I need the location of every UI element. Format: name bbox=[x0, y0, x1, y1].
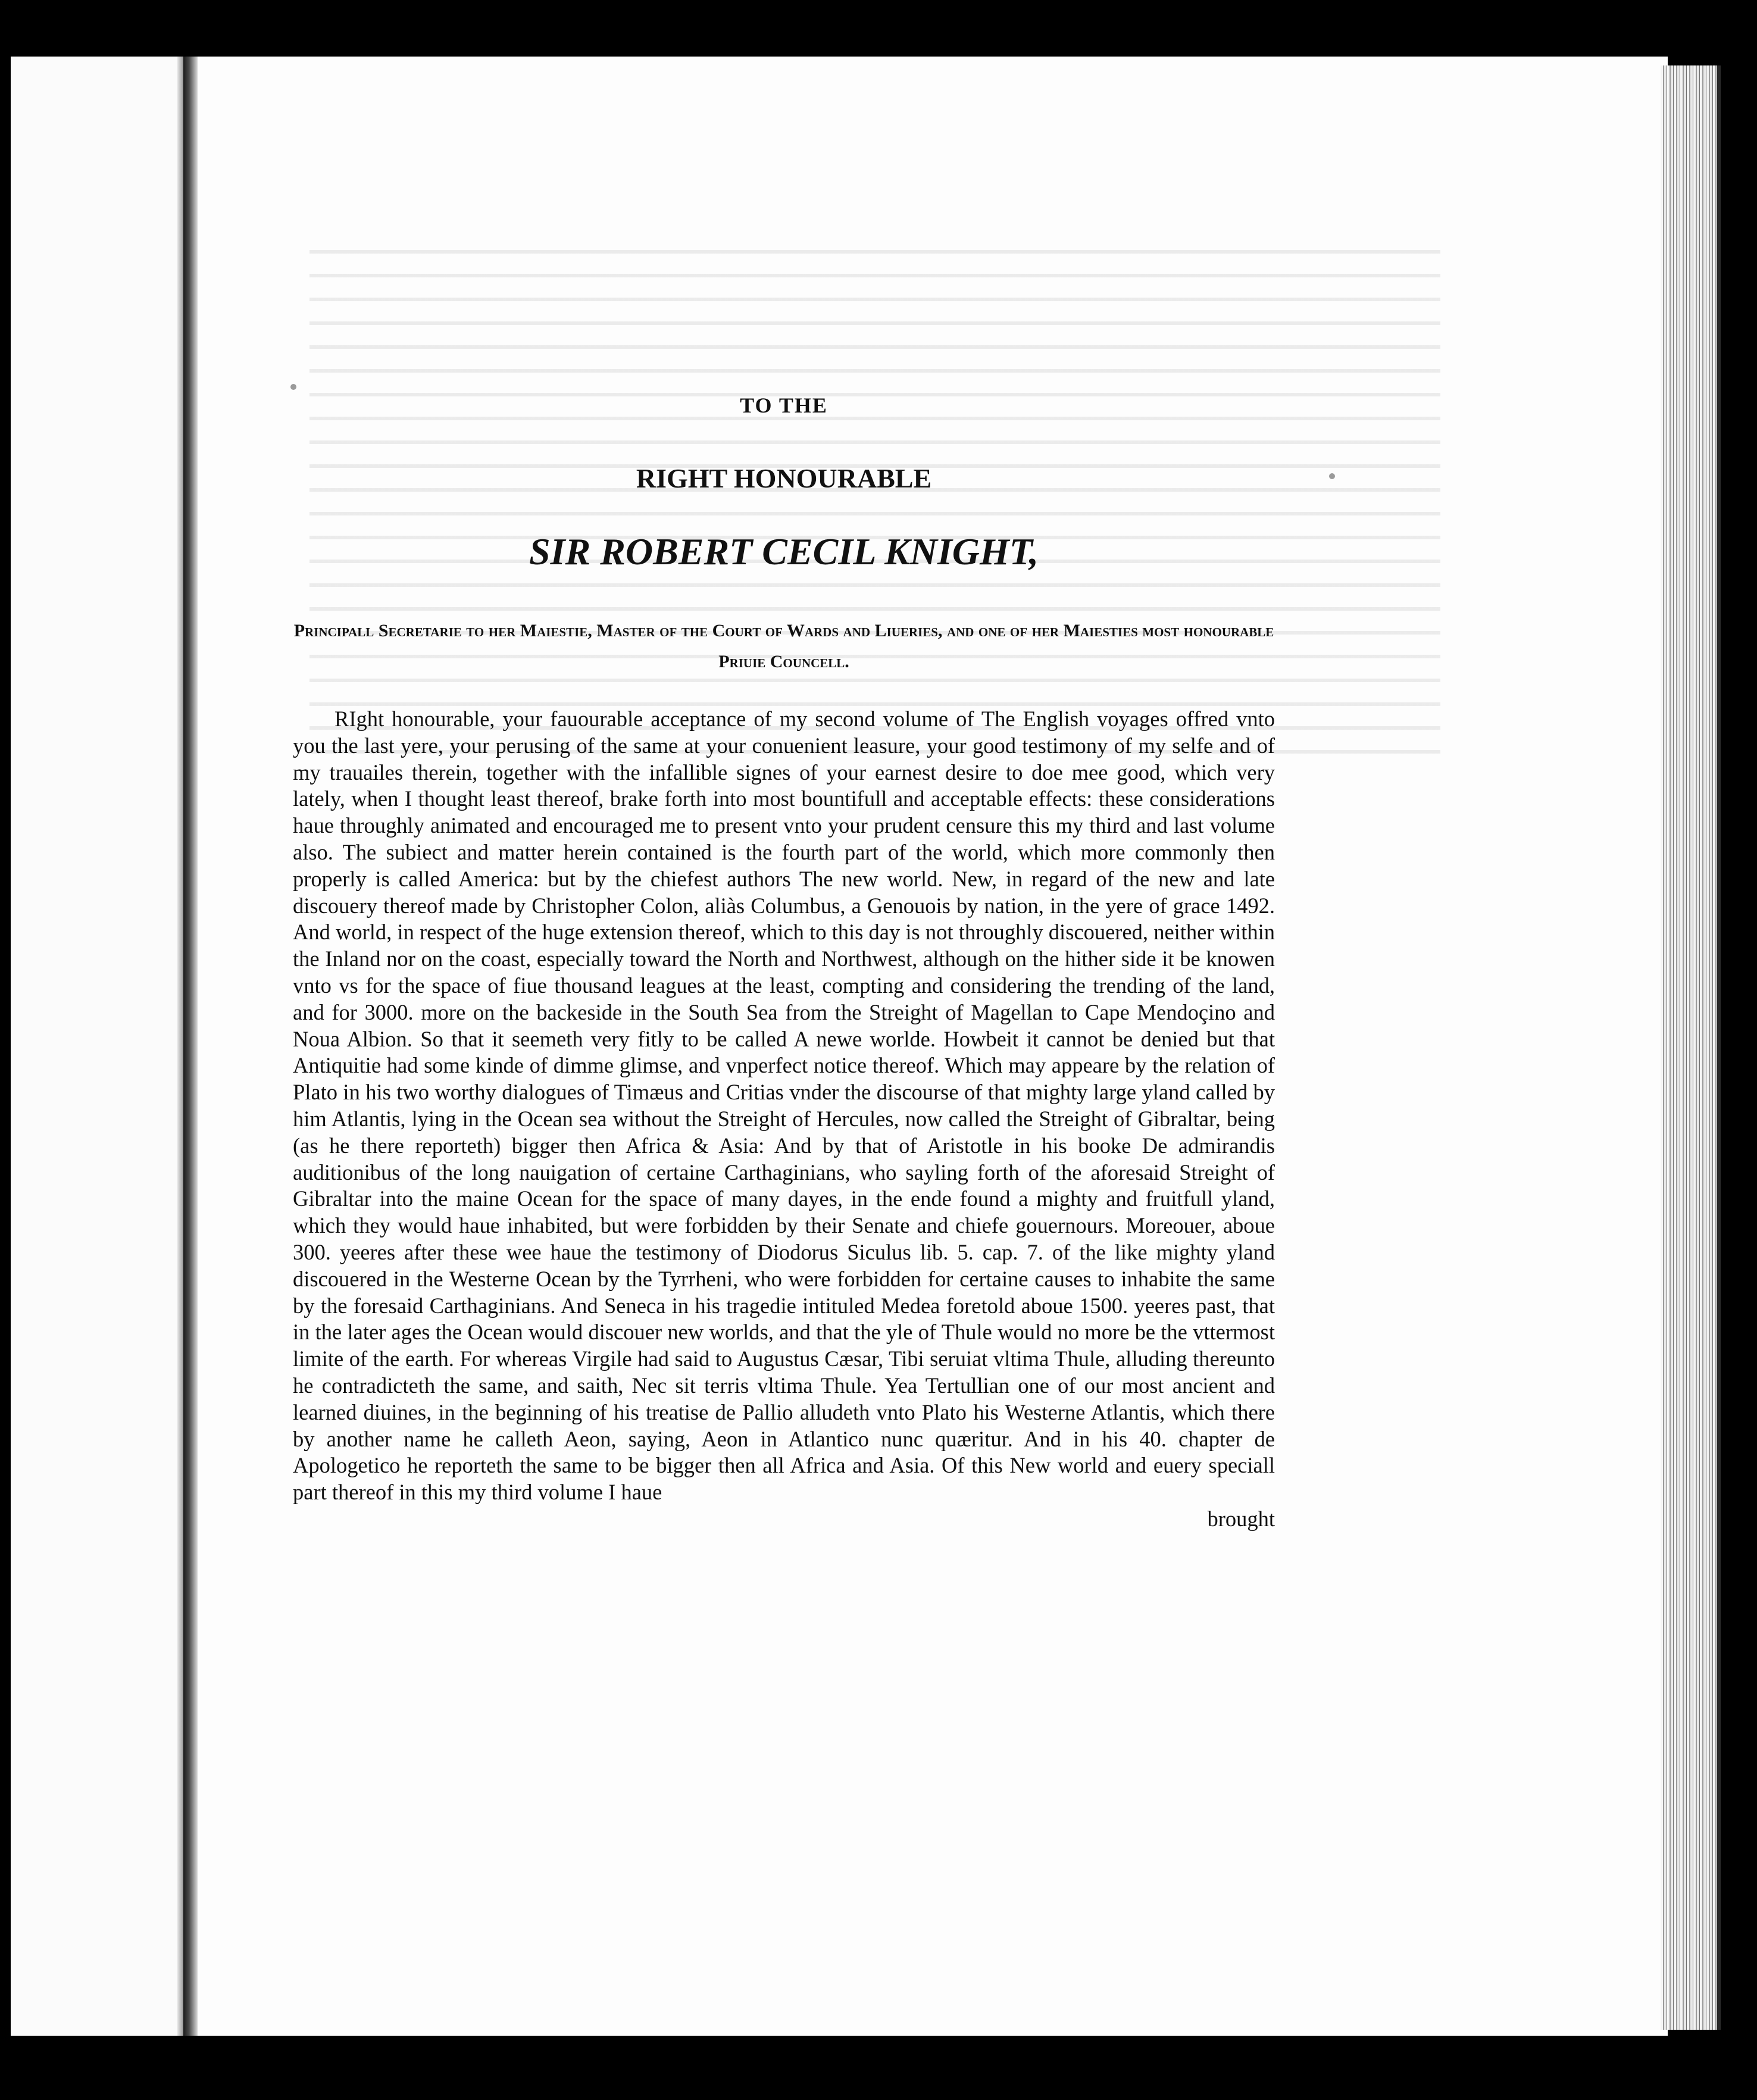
paper-speck bbox=[290, 384, 296, 390]
heading-right-honourable: RIGHT HONOURABLE bbox=[636, 463, 932, 493]
book-fore-edge bbox=[1661, 65, 1721, 2030]
catchword: brought bbox=[1207, 1506, 1275, 1531]
dedication-body: RIght honourable, your fauourable acceptance of my second volume of The English voyages offred vnto you the last yere, your perusing of the same at your conuenient leasure, your good testimony of my selfe and of my trauailes therein, together with the infallible signes of your earnest desire to doe mee good, which very lately, when I thought least thereof, brake forth into most bountifull and acceptable effects: these considerations haue throughly animated and encouraged me to present vnto your prudent censure this my third and last volume also. The subiect and matter herein contained is the fourth part of the world, which more commonly then properly is called America: but by the chiefest authors The new world. New, in regard of the new and late discouery thereof made by Christopher Colon, aliàs Columbus, a Genouois by nation, in the yere of grace 1492. And world, in respect of the huge extension thereof, which to this day is not throughly discouered, neither within the Inland nor on the coast, especially toward the North and Northwest, although on the hither side it be knowen vnto vs for the space of fiue thousand leagues at the least, compting and considering the trending of the land, and for 3000. more on the backeside in the South Sea from the Streight of Magellan to Cape Mendoçino and Noua Albion. So that it seemeth very fitly to be called A newe worlde. Howbeit it cannot be denied but that Antiquitie had some kinde of dimme glimse, and vnperfect notice thereof. Which may appeare by the relation of Plato in his two worthy dialogues of Timæus and Critias vnder the discourse of that mighty large yland called by him Atlantis, lying in the Ocean sea without the Streight of Hercules, now called the Streight of Gibraltar, being (as he there reporteth) bigger then Africa & Asia: And by that of Aristotle in his booke De admirandis auditionibus of the long nauigation of certaine Carthaginians, who sayling forth of the aforesaid Streight of Gibraltar into the maine Ocean for the space of many dayes, in the ende found a mighty and fruitfull yland, which they would haue inhabited, but were forbidden by their Senate and chiefe gouernours. Moreouer, aboue 300. yeeres after these wee haue the testimony of Diodorus Siculus lib. 5. cap. 7. of the like mighty yland discouered in the Westerne Ocean by the Tyrrheni, who were forbidden for certaine causes to inhabite the same by the foresaid Carthaginians. And Seneca in his tragedie intituled Medea foretold aboue 1500. yeeres past, that in the later ages the Ocean would discouer new worlds, and that the yle of Thule would no more be the vttermost limite of the earth. For whereas Virgile had said to Augustus Cæsar, Tibi seruiat vltima Thule, alluding thereunto he contradicteth the same, and saith, Nec sit terris vltima Thule. Yea Tertullian one of our most ancient and learned diuines, in the beginning of his treatise de Pallio alludeth vnto Plato his Westerne Atlantis, which there by another name he calleth Aeon, saying, Aeon in Atlantico nunc quæritur. And in his 40. chapter de Apologetico he reporteth the same to be bigger then all Africa and Asia. Of this New world and euery speciall part thereof in this my third volume I haue bbox=[293, 707, 1275, 1505]
dedication-text-block bbox=[293, 393, 1275, 1533]
book-gutter bbox=[183, 57, 198, 2036]
dedicatee-titles: Principall Secretarie to her Maiestie, Master of the Court of Wards and Liueries, and one of her Maiesties most honourable Priuie Councell. bbox=[293, 621, 1274, 671]
heading-to-the: TO THE bbox=[740, 393, 828, 417]
paper-speck bbox=[1329, 473, 1335, 479]
dedicatee-name: SIR ROBERT CECIL KNIGHT, bbox=[529, 530, 1039, 573]
left-facing-page bbox=[11, 57, 183, 2036]
